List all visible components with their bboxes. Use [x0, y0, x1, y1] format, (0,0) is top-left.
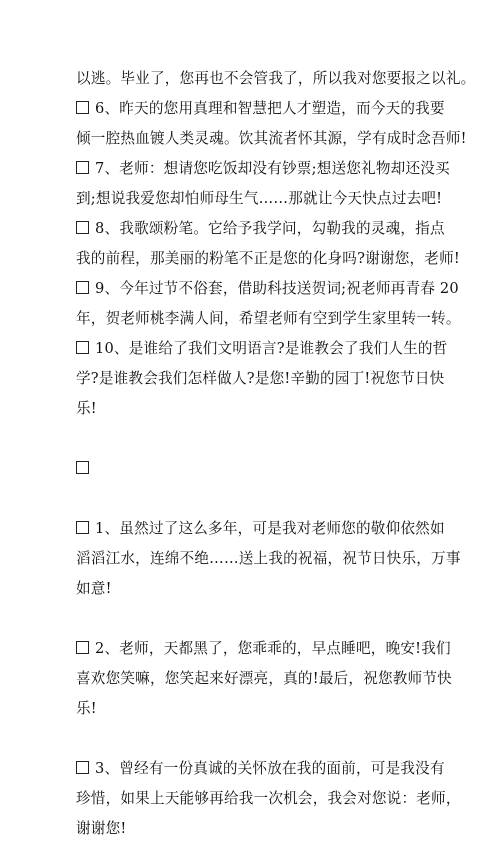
line-text: 1、虽然过了这么多年，可是我对老师您的敬仰依然如 [95, 520, 445, 537]
line-text: 如意! [76, 580, 112, 597]
checkbox-icon [76, 341, 89, 354]
line-text: 学?是谁教会我们怎样做人?是您!辛勤的园丁!祝您节日快 [76, 370, 445, 387]
line-text: 2、老师，天都黑了，您乖乖的，早点睡吧，晚安!我们 [95, 640, 451, 657]
line-text: 6、昨天的您用真理和智慧把人才塑造，而今天的我要 [95, 100, 445, 117]
text-line [76, 364, 445, 394]
line-text: 年，贺老师桃李满人间，希望老师有空到学生家里转一转。 [76, 310, 461, 327]
checkbox-icon [76, 461, 89, 474]
text-line [76, 124, 467, 154]
text-line [76, 184, 443, 214]
text-line [76, 574, 436, 604]
text-line [76, 784, 461, 814]
checkbox-icon [76, 221, 89, 234]
text-line [76, 94, 445, 124]
line-text: 我的前程，那美丽的粉笔不正是您的化身吗?谢谢您，老师! [76, 250, 460, 267]
text-line [76, 514, 445, 544]
text-line [76, 454, 436, 484]
text-line [76, 244, 460, 274]
line-text: 9、今年过节不俗套，借助科技送贺词;祝老师再青春 20 [95, 280, 459, 297]
line-text: 谢谢您! [76, 820, 127, 837]
line-text: 乐! [76, 400, 97, 417]
text-line [76, 484, 436, 514]
text-line [76, 64, 476, 94]
text-line [76, 214, 445, 244]
line-text: 8、我歌颂粉笔。它给予我学问，勾勒我的灵魂，指点 [95, 220, 445, 237]
checkbox-icon [76, 161, 89, 174]
text-line [76, 274, 459, 304]
text-line [76, 634, 451, 664]
document-page [76, 64, 476, 844]
document-body [76, 64, 476, 844]
text-line [76, 304, 461, 334]
text-line [76, 394, 436, 424]
line-text: 到;想说我爱您却怕师母生气……那就让今天快点过去吧! [76, 190, 443, 207]
text-line [76, 724, 436, 754]
line-text: 以逃。毕业了，您再也不会管我了，所以我对您要报之以礼。 [76, 70, 476, 87]
text-line [76, 754, 445, 784]
text-line [76, 334, 448, 364]
line-text: 珍惜，如果上天能够再给我一次机会，我会对您说：老师， [76, 790, 461, 807]
text-line [76, 664, 452, 694]
text-line [76, 424, 436, 454]
checkbox-icon [76, 281, 89, 294]
line-text: 7、老师：想请您吃饭却没有钞票;想送您礼物却还没买 [95, 160, 450, 177]
text-line [76, 544, 461, 574]
checkbox-icon [76, 641, 89, 654]
text-line [76, 694, 436, 724]
line-text: 乐! [76, 700, 97, 717]
checkbox-icon [76, 761, 89, 774]
text-line [76, 604, 436, 634]
line-text: 倾一腔热血镀人类灵魂。饮其流者怀其源，学有成时念吾师! [76, 130, 467, 147]
line-text: 喜欢您笑嘛，您笑起来好漂亮，真的!最后，祝您教师节快 [76, 670, 452, 687]
checkbox-icon [76, 101, 89, 114]
text-line [76, 154, 450, 184]
line-text: 10、是谁给了我们文明语言?是谁教会了我们人生的哲 [95, 340, 448, 357]
line-text: 滔滔江水，连绵不绝……送上我的祝福，祝节日快乐，万事 [76, 550, 461, 567]
text-line [76, 814, 436, 844]
line-text: 3、曾经有一份真诚的关怀放在我的面前，可是我没有 [95, 760, 445, 777]
checkbox-icon [76, 521, 89, 534]
